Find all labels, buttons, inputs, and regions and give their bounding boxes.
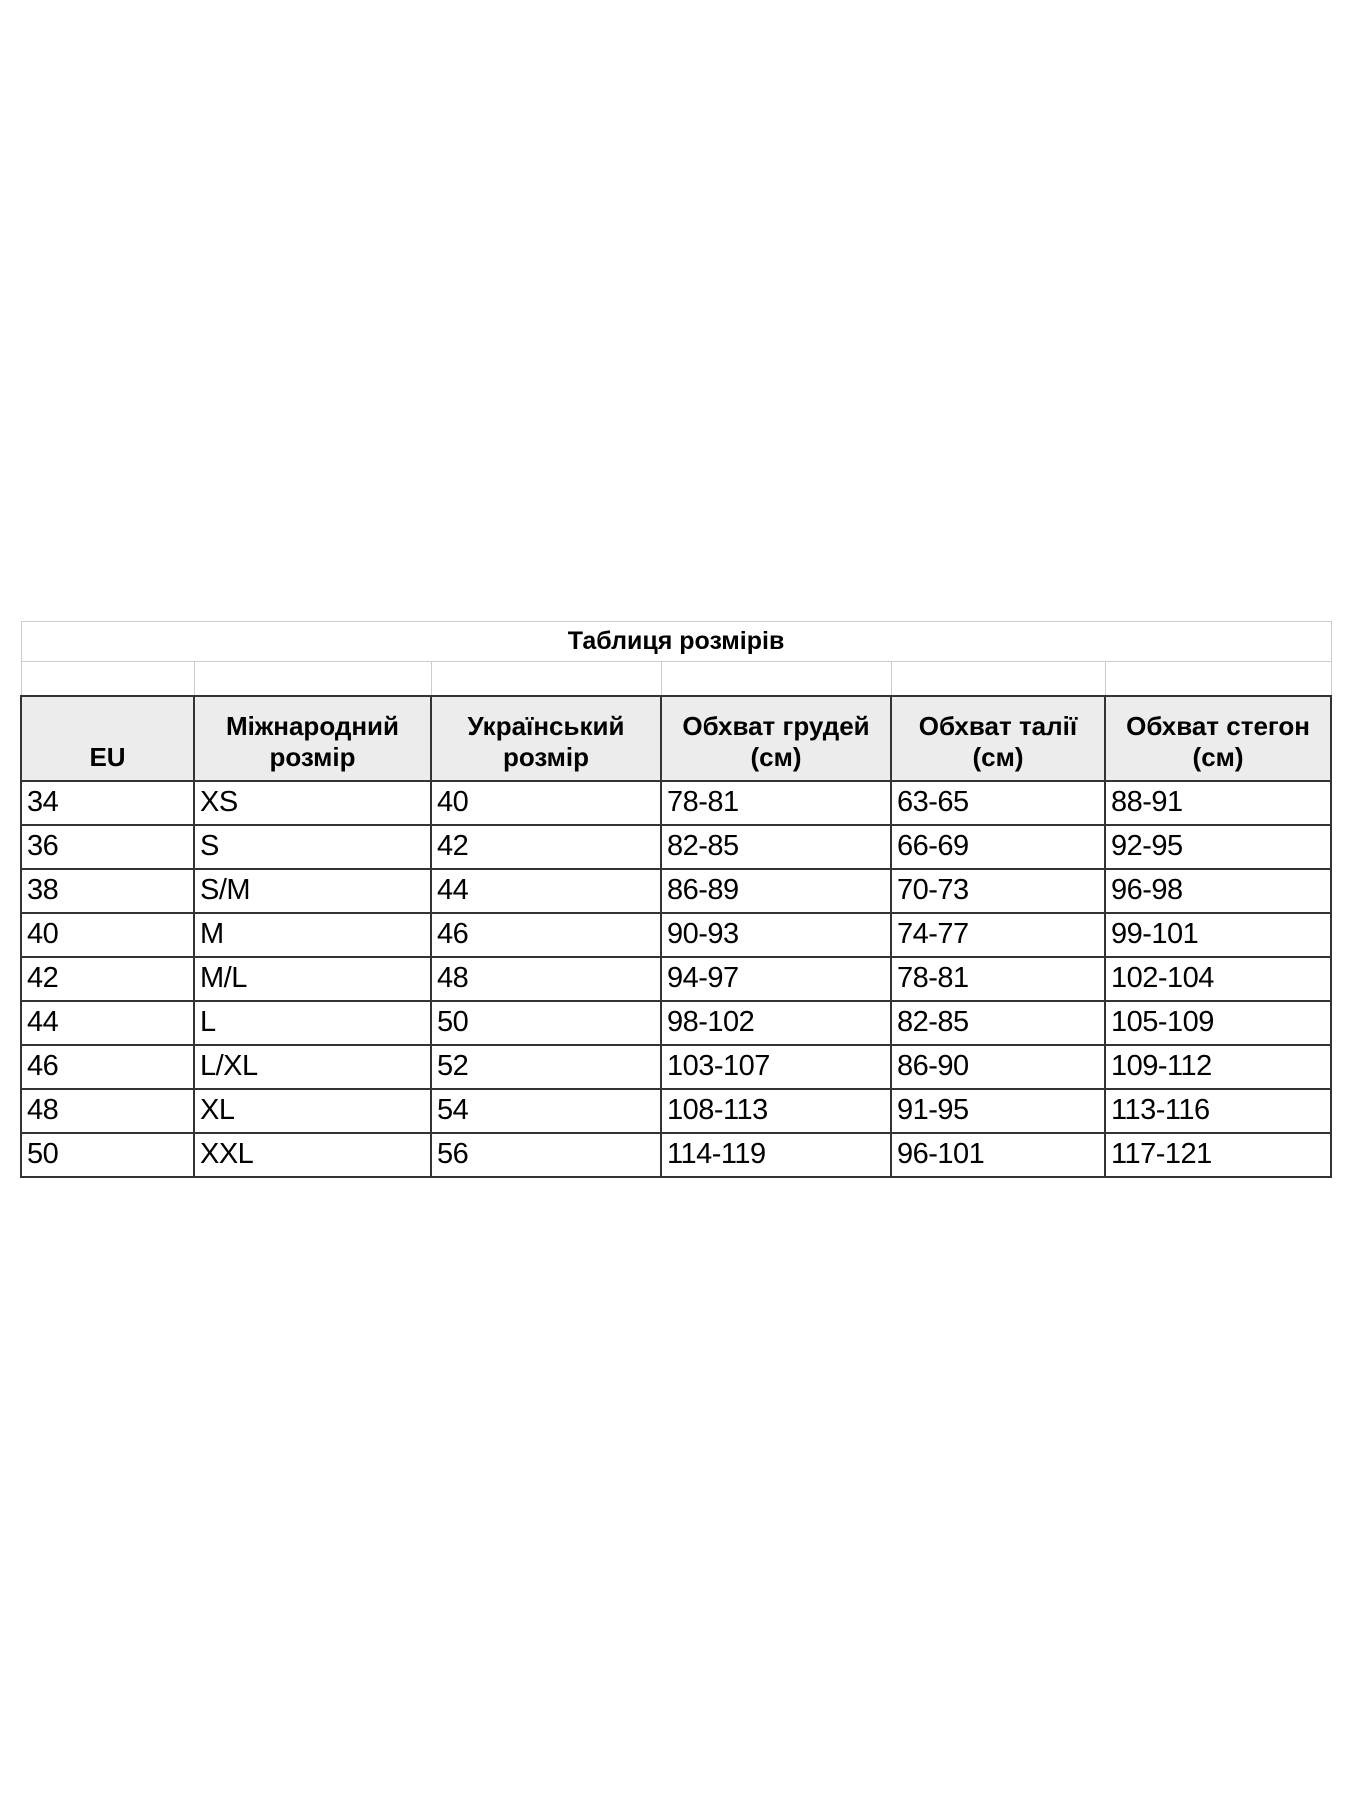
size-chart [20, 621, 1330, 1178]
table-cell: 46 [431, 913, 661, 957]
spacer-cell [194, 662, 431, 697]
table-cell: 109-112 [1105, 1045, 1331, 1089]
table-cell: 38 [21, 869, 194, 913]
table-cell: 54 [431, 1089, 661, 1133]
table-cell: 94-97 [661, 957, 891, 1001]
table-cell: 46 [21, 1045, 194, 1089]
table-cell: 82-85 [891, 1001, 1105, 1045]
table-cell: 113-116 [1105, 1089, 1331, 1133]
table-cell: 99-101 [1105, 913, 1331, 957]
table-cell: 52 [431, 1045, 661, 1089]
spacer-cell [661, 662, 891, 697]
table-cell: 82-85 [661, 825, 891, 869]
table-cell: 114-119 [661, 1133, 891, 1177]
table-cell: 98-102 [661, 1001, 891, 1045]
table-row [21, 1133, 1331, 1177]
table-cell: 63-65 [891, 781, 1105, 825]
spacer-cell [431, 662, 661, 697]
table-cell: 108-113 [661, 1089, 891, 1133]
table-cell: XXL [194, 1133, 431, 1177]
table-cell: 78-81 [891, 957, 1105, 1001]
table-cell: 74-77 [891, 913, 1105, 957]
table-title: Таблиця розмірів [21, 622, 1331, 662]
size-table [20, 621, 1332, 1178]
table-title-row [21, 622, 1331, 662]
table-cell: 105-109 [1105, 1001, 1331, 1045]
header-cell: Обхват стегон (см) [1105, 696, 1331, 781]
table-cell: 92-95 [1105, 825, 1331, 869]
table-row [21, 957, 1331, 1001]
table-cell: 40 [431, 781, 661, 825]
table-cell: 36 [21, 825, 194, 869]
spacer-cell [21, 662, 194, 697]
table-header-row [21, 696, 1331, 781]
table-row [21, 869, 1331, 913]
table-cell: 56 [431, 1133, 661, 1177]
header-cell: Український розмір [431, 696, 661, 781]
table-cell: 48 [21, 1089, 194, 1133]
table-cell: 96-101 [891, 1133, 1105, 1177]
table-cell: 50 [21, 1133, 194, 1177]
table-cell: 42 [431, 825, 661, 869]
table-row [21, 1001, 1331, 1045]
header-cell: EU [21, 696, 194, 781]
table-cell: 70-73 [891, 869, 1105, 913]
table-cell: 90-93 [661, 913, 891, 957]
table-cell: 86-90 [891, 1045, 1105, 1089]
table-cell: L/XL [194, 1045, 431, 1089]
table-cell: 44 [431, 869, 661, 913]
table-row [21, 1089, 1331, 1133]
spacer-cell [891, 662, 1105, 697]
table-cell: 102-104 [1105, 957, 1331, 1001]
table-cell: 96-98 [1105, 869, 1331, 913]
table-row [21, 781, 1331, 825]
table-cell: 88-91 [1105, 781, 1331, 825]
table-cell: L [194, 1001, 431, 1045]
table-cell: 78-81 [661, 781, 891, 825]
table-cell: S/M [194, 869, 431, 913]
table-cell: 42 [21, 957, 194, 1001]
table-cell: 34 [21, 781, 194, 825]
header-cell: Обхват талії (см) [891, 696, 1105, 781]
table-cell: M/L [194, 957, 431, 1001]
table-cell: 117-121 [1105, 1133, 1331, 1177]
table-cell: 66-69 [891, 825, 1105, 869]
table-row [21, 913, 1331, 957]
table-cell: 48 [431, 957, 661, 1001]
header-cell: Міжнародний розмір [194, 696, 431, 781]
header-cell: Обхват грудей (см) [661, 696, 891, 781]
table-cell: XL [194, 1089, 431, 1133]
table-cell: XS [194, 781, 431, 825]
table-cell: 44 [21, 1001, 194, 1045]
table-cell: 91-95 [891, 1089, 1105, 1133]
table-spacer-row [21, 662, 1331, 697]
table-cell: 86-89 [661, 869, 891, 913]
table-cell: M [194, 913, 431, 957]
table-cell: 50 [431, 1001, 661, 1045]
table-cell: S [194, 825, 431, 869]
table-row [21, 1045, 1331, 1089]
table-cell: 40 [21, 913, 194, 957]
spacer-cell [1105, 662, 1331, 697]
table-cell: 103-107 [661, 1045, 891, 1089]
table-row [21, 825, 1331, 869]
